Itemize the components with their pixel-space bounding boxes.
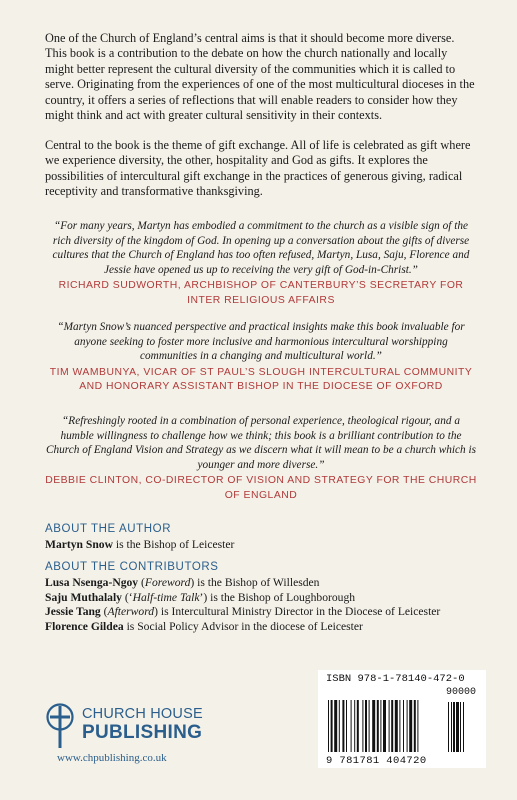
blurb-paragraph-1: One of the Church of England’s central aims is that it should become more diverse. This book is a contribution to the debate on how the church nationally and locally might better represent the cultural diversity of the communities which it is called to serve. Originating from the experiences of one of the most multicultural dioceses in the country, it offers a series of reflections that will enable readers to consider how they might think and act with greater cultural sensitivity in their contexts.: [45, 31, 475, 123]
endorsement-quote: “For many years, Martyn has embodied a commitment to the church as a visible sign of the rich diversity of the kingdom of God. In opening up a conversation about the gifts of diverse cultures that the Church of England has too often refused, Martyn, Lusa, Saju, Florence and Jessie have opened us up to receiving the very gift of God-in-Christ.”: [52, 220, 470, 276]
endorsement-attribution: RICHARD SUDWORTH, ARCHBISHOP OF CANTERBURY’S SECRETARY FOR INTER RELIGIOUS AFFAIRS: [58, 280, 464, 306]
cross-in-circle-icon: [45, 700, 75, 750]
endorsement-attribution: DEBBIE CLINTON, CO-DIRECTOR OF VISION AND STRATEGY FOR THE CHURCH OF ENGLAND: [45, 475, 477, 501]
contributor-name: Jessie Tang: [45, 605, 101, 619]
contributor-item: Saju Muthalaly (‘Half-time Talk’) is the Bishop of Loughborough: [45, 590, 356, 604]
publisher-website: www.chpublishing.co.uk: [57, 752, 167, 764]
blurb-paragraph-2: Central to the book is the theme of gift exchange. All of life is celebrated as gift where we experience diversity, the other, hospitality and God as gifts. It explores the possibilities of intercultural gift exchange in the practices of generous giving, radical receptivity and transformative thanksgiving.: [45, 138, 471, 199]
barcode-bars: [326, 686, 478, 756]
contributor-item: [45, 620, 485, 635]
isbn-label: ISBN 978-1-78140-472-0: [326, 673, 465, 685]
contributor-text: is the Bishop of Willesden: [197, 576, 320, 589]
contributors-list: [45, 576, 485, 634]
contributor-role: Afterword: [107, 605, 155, 619]
barcode-digits: 9 781781 404720: [326, 755, 427, 767]
endorsement-quote: “Refreshingly rooted in a combination of personal experience, theological rigour, and a humble willingness to challenge how we think; this book is a brilliant contribution to the Church of England Vision and Strategy as we discern what it will mean to be a church which is younger and more diverse.”: [45, 415, 477, 471]
endorsement-1: [45, 219, 477, 308]
endorsement-quote: “Martyn Snow’s nuanced perspective and practical insights make this book invaluable for anyone seeking to foster more inclusive and harmonious intercultural worshipping communities in a changing and multicultural world.”: [57, 321, 465, 363]
about-contributors-heading: ABOUT THE CONTRIBUTORS: [45, 561, 219, 573]
contributor-name: Florence Gildea: [45, 619, 124, 633]
endorsement-attribution: TIM WAMBUNYA, VICAR OF ST PAUL’S SLOUGH INTERCULTURAL COMMUNITY AND HONORARY ASSISTANT BISHOP IN THE DIOCESE OF OXFORD: [49, 366, 473, 392]
publisher-name-line1: CHURCH HOUSE: [82, 706, 203, 722]
contributor-text: is the Bishop of Loughborough: [210, 590, 356, 604]
price-code: 90000: [446, 687, 477, 698]
author-bio: [45, 538, 485, 553]
about-author-heading: ABOUT THE AUTHOR: [45, 523, 172, 535]
endorsement-3: [45, 414, 477, 503]
contributor-role: Half-time Talk: [132, 590, 200, 604]
author-bio-text: is the Bishop of Leicester: [112, 538, 235, 551]
author-name: Martyn Snow: [45, 538, 113, 551]
contributor-text: is Social Policy Advisor in the diocese of Leicester: [126, 619, 363, 633]
isbn-barcode: [318, 670, 486, 768]
contributor-name: Lusa Nsenga-Ngoy: [45, 576, 139, 589]
endorsement-2: [45, 320, 477, 394]
contributor-role: Foreword: [144, 576, 191, 589]
publisher-logo: [45, 698, 265, 758]
contributor-name: Saju Muthalaly: [45, 590, 122, 604]
publisher-name-line2: PUBLISHING: [82, 722, 203, 743]
contributor-item: Lusa Nsenga-Ngoy (Foreword) is the Bishop of Willesden: [45, 576, 320, 589]
contributor-text: is Intercultural Ministry Director in the Diocese of Leicester: [160, 605, 441, 619]
contributor-item: Jessie Tang (Afterword) is Intercultural Ministry Director in the Diocese of Leicester: [45, 605, 441, 619]
